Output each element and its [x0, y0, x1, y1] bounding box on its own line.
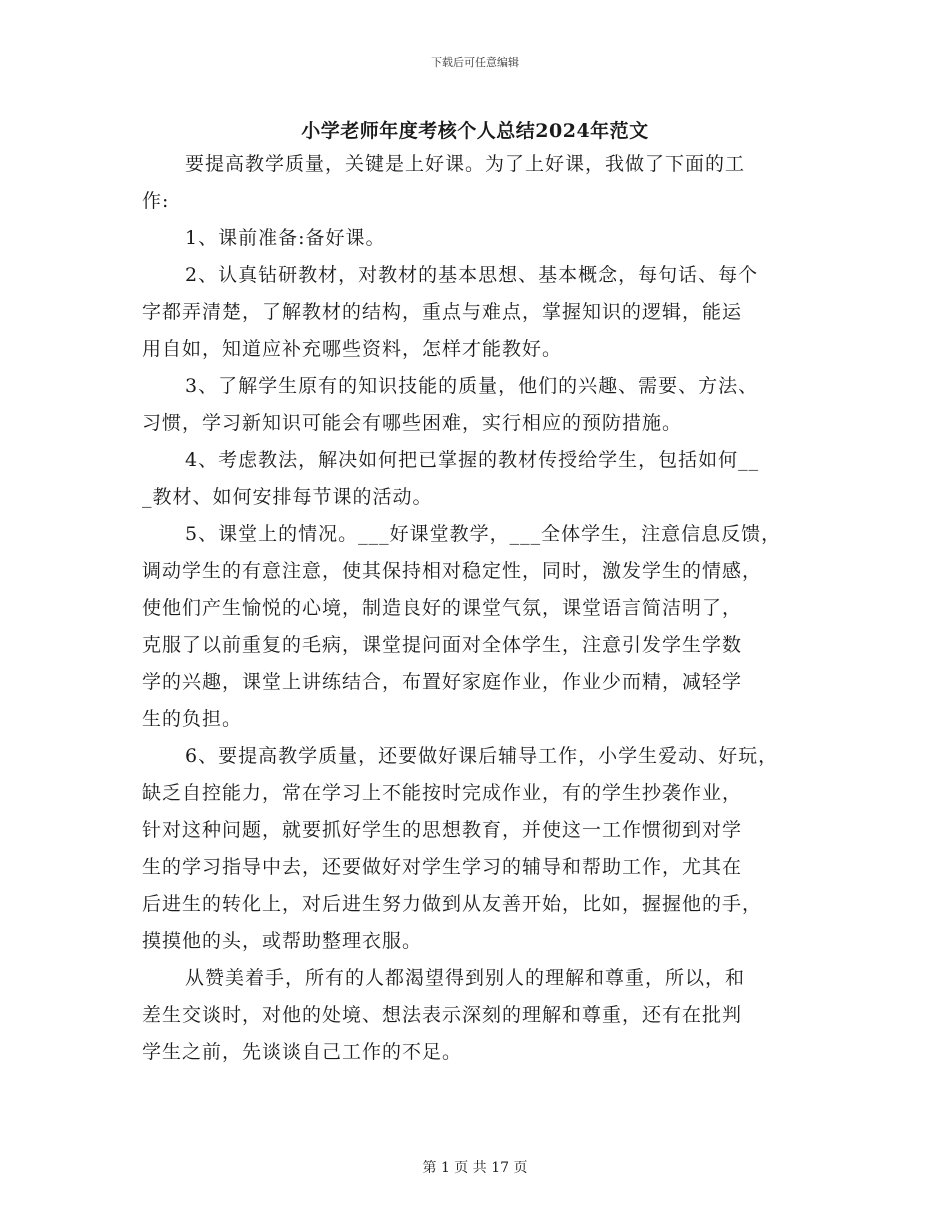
page-footer-indicator: 第 1 页 共 17 页: [422, 1160, 528, 1176]
page-header-note: 下载后可任意编辑: [431, 56, 519, 69]
body-line: 使他们产生愉悦的心境，制造良好的课堂气氛，课堂语言简洁明了，: [142, 597, 743, 619]
body-line: 3、了解学生原有的知识技能的质量，他们的兴趣、需要、方法、: [185, 375, 759, 397]
body-line: 针对这种问题，就要抓好学生的思想教育，并使这一工作惯彻到对学: [142, 819, 743, 841]
body-line: 字都弄清楚，了解教材的结构，重点与难点，掌握知识的逻辑，能运: [142, 301, 743, 323]
body-line: 调动学生的有意注意，使其保持相对稳定性，同时，激发学生的情感，: [142, 560, 763, 582]
body-line: 克服了以前重复的毛病，课堂提问面对全体学生，注意引发学生学数: [142, 634, 743, 656]
body-line: 习惯，学习新知识可能会有哪些困难，实行相应的预防措施。: [142, 412, 683, 434]
document-title: 小学老师年度考核个人总结2024年范文: [301, 120, 649, 142]
document-body: [142, 146, 822, 1071]
body-line: 学生之前，先谈谈自己工作的不足。: [142, 1041, 463, 1063]
body-line: 作:: [142, 190, 170, 212]
body-line: 生的负担。: [142, 708, 243, 730]
body-line: 6、要提高教学质量，还要做好课后辅导工作，小学生爱动、好玩，: [185, 745, 779, 767]
body-line: 1、课前准备:备好课。: [185, 227, 386, 249]
body-line: 差生交谈时，对他的处境、想法表示深刻的理解和尊重，还有在批判: [142, 1004, 743, 1026]
body-line: 5、课堂上的情况。___好课堂教学，___全体学生，注意信息反馈，: [185, 523, 782, 545]
body-line: 用自如，知道应补充哪些资料，怎样才能教好。: [142, 338, 563, 360]
body-line: 2、认真钻研教材，对教材的基本思想、基本概念，每句话、每个: [185, 264, 759, 286]
body-line: 摸摸他的头，或帮助整理衣服。: [142, 930, 423, 952]
body-line: 后进生的转化上，对后进生努力做到从友善开始，比如，握握他的手，: [142, 893, 763, 915]
body-line: _教材、如何安排每节课的活动。: [142, 486, 433, 508]
body-line: 4、考虑教法，解决如何把已掌握的教材传授给学生，包括如何__: [185, 449, 760, 471]
body-line: 缺乏自控能力，常在学习上不能按时完成作业，有的学生抄袭作业，: [142, 782, 743, 804]
body-line: 从赞美着手，所有的人都渴望得到别人的理解和尊重，所以，和: [185, 967, 746, 989]
body-line: 要提高教学质量，关键是上好课。为了上好课，我做了下面的工: [185, 153, 746, 175]
body-line: 生的学习指导中去，还要做好对学生学习的辅导和帮助工作，尤其在: [142, 856, 743, 878]
body-line: 学的兴趣，课堂上讲练结合，布置好家庭作业，作业少而精，减轻学: [142, 671, 743, 693]
